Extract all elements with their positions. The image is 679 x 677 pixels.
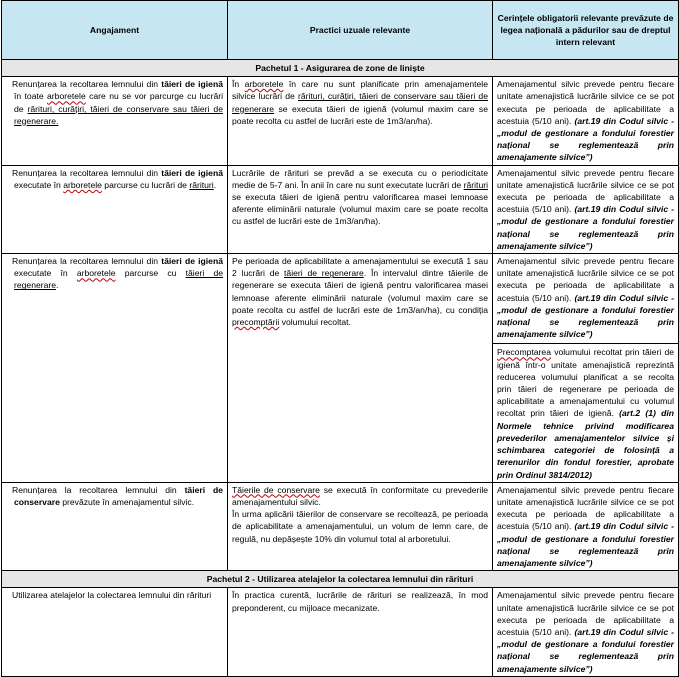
text: Renunțarea la recoltarea lemnului din [12, 167, 162, 178]
practice-cell [228, 165, 493, 253]
text: volumului recoltat. [279, 317, 351, 328]
check-icon [2, 167, 12, 179]
practice-cell [228, 588, 493, 676]
legal-reference: (art.19 din Codul silvic - „modul de gestionare a fondului forestier național se reglementează prin amenajamente silvice”) [497, 204, 675, 251]
text: În urma aplicării tăierilor de conservare se recoltează, pe perioada de aplicabilitate a amenajamentului, un volum de lemn care, de regulă, nu depășește 10% din volumul total al arboretului. [232, 509, 488, 544]
text-underlined: arboretele [47, 91, 86, 102]
text-underlined: rărituri, curățiri, tăieri de conservare sau tăieri de regenerare. [14, 103, 223, 126]
text: Amenajamentul silvic prevede pentru fiecare unitate amenajistică lucrările silvice ce se pot executa pe perioada de aplicabilitate a acestuia (5/10 ani). [497, 167, 674, 215]
header-commitment: Angajament [2, 1, 228, 60]
legal-reference: (art.19 din Codul silvic - „modul de gestionare a fondului forestier național se reglementează prin amenajamente silvice”) [497, 626, 675, 674]
legal-cell [493, 165, 679, 253]
commitments-table [1, 0, 679, 677]
text: prevăzute în amenajamentul silvic. [59, 496, 195, 507]
legal-cell [493, 77, 679, 165]
table-row [2, 77, 679, 165]
check-icon [2, 78, 12, 90]
text-underlined: arboretele [76, 268, 116, 279]
check-icon [2, 589, 12, 601]
text-bold: tăieri de igienă [161, 79, 223, 90]
text: Renunțarea la recoltarea lemnului din [12, 256, 162, 267]
header-legal-requirements: Cerințele obligatorii relevante prevăzute de legea națională a pădurilor sau de dreptul intern relevant [493, 1, 679, 60]
package-2-title: Pachetul 2 - Utilizarea atelajelor la colectarea lemnului din rărituri [2, 571, 679, 588]
legal-reference: (art.19 din Codul silvic - „modul de gestionare a fondului forestier național se reglementează prin amenajamente silvice”) [497, 115, 675, 163]
text-underlined: tăieri de regenerare [284, 268, 364, 279]
legal-cell [493, 588, 679, 676]
text: în care nu sunt planificate prin amenajamentele silvice lucrări de [232, 79, 488, 102]
precomptare-note [493, 343, 678, 480]
text: se execută în conformitate cu prevederile amenajamentului silvic. [232, 484, 489, 507]
text: se executa tăieri de igienă pentru valorificarea masei lemnoase aferente eliminării naturale (volumul maxim care se poate recolta cu astfel de lucrări este de 1m3/an/ha). [232, 192, 488, 227]
text-underlined: Tăierile de conservare [232, 484, 320, 495]
legal-reference: (art.19 din Codul silvic - „modul de gestionare a fondului forestier național se reglementează prin amenajamente silvice”) [497, 292, 675, 340]
text: În practica curentă, lucrările de rărituri se realizează, în mod preponderent, cu mijloace mecanizate. [232, 590, 488, 613]
text: care nu se vor parcurge cu lucrări de [14, 91, 223, 114]
table-row [2, 254, 679, 483]
commitment-cell [2, 482, 228, 570]
table-row [2, 482, 679, 570]
commitment-cell [2, 165, 228, 253]
package-row [2, 571, 679, 588]
legal-reference: (art.19 din Codul silvic - „modul de gestionare a fondului forestier național se reglementează prin amenajamente silvice”) [497, 521, 675, 568]
text: Lucrările de rărituri se prevăd a se executa cu o periodicitate medie de 5-7 ani. În anii în care nu sunt executate lucrări de [232, 167, 488, 190]
legal-reference: (art.2 (1) din Normele tehnice privind modificarea prevederilor amenajamentelor silvice și schimbarea categoriei de folosință a terenurilor din fondul forestier, aprobate prin Ordinul 3814/2012) [497, 408, 674, 480]
text: volumului recoltat prin tăieri de igienă într-o unitate amenajistică reprezintă reducerea volumului planificat a se recolta prin tăieri de regenerare pe perioada de aplicabilitate a amenajamentului cu volumul recoltat prin tăieri de igienă. [497, 347, 674, 419]
text: se executa tăieri de igienă (volumul maxim care se poate recolta cu astfel de lucrări este de 1m3/an/ha). [232, 103, 488, 126]
commitment-cell [2, 588, 228, 676]
table-row [2, 588, 679, 676]
package-1-title: Pachetul 1 - Asigurarea de zone de liniște [2, 60, 679, 77]
practice-cell [228, 254, 493, 483]
package-row [2, 60, 679, 77]
practice-cell [228, 482, 493, 570]
table-header-row [2, 1, 679, 60]
text: În [232, 79, 245, 90]
text: Renunțarea la recoltarea lemnului din [12, 484, 185, 495]
text-underlined: arboretele [63, 179, 102, 190]
practice-cell [228, 77, 493, 165]
text: executate în [14, 179, 64, 190]
commitment-cell [2, 77, 228, 165]
text-bold: tăieri de igienă [161, 256, 223, 267]
text-underlined: tăieri de regenerare [14, 268, 224, 291]
text: . În intervalul dintre tăierile de regenerare se executa tăieri de igienă pentru valorificarea masei lemnoase aferente eliminării naturale (volumul maxim care se poate recolta cu astfel de lucrări este de 1m3/an/ha), cu condiția [232, 268, 488, 315]
text: Amenajamentul silvic prevede pentru fiecare unitate amenajistică lucrările silvice ce se pot executa pe perioada de aplicabilitate a acestuia (5/10 ani). [497, 256, 674, 303]
text: . [213, 179, 217, 190]
text: Utilizarea atelajelor la colectarea lemnului din rărituri [12, 590, 212, 601]
text: Renunțarea la recoltarea lemnului din [12, 79, 162, 90]
table-row [2, 165, 679, 253]
text: Pe perioada de aplicabilitate a amenajamentului se execută 1 sau 2 lucrări de [232, 256, 488, 279]
text-underlined: precomptării [232, 317, 280, 328]
text-underlined: Precomptarea [497, 347, 551, 358]
legal-cell [493, 482, 679, 570]
text: parcurse cu [115, 268, 186, 279]
header-practices: Practici uzuale relevante [228, 1, 493, 60]
text-bold: tăieri de igienă [161, 167, 223, 178]
legal-cell [493, 254, 679, 483]
check-icon [2, 255, 12, 267]
text-underlined: rărituri, curățiri, tăieri de conservare sau tăieri de regenerare [232, 91, 488, 114]
text: parcurse cu lucrări de [101, 179, 190, 190]
text-bold: tăieri de conservare [14, 484, 223, 507]
text-underlined: rărituri [463, 179, 488, 190]
text-underlined: arboretele [244, 79, 284, 90]
text: Amenajamentul silvic prevede pentru fiecare unitate amenajistică lucrările silvice ce se pot executa pe perioada de aplicabilitate a acestuia (5/10 ani). [497, 590, 674, 637]
check-icon [2, 484, 12, 496]
text: Amenajamentul silvic prevede pentru fiecare unitate amenajistică lucrările silvice ce se pot executa pe perioada de aplicabilitate a acestuia (5/10 ani). [497, 79, 674, 126]
commitment-cell [2, 254, 228, 483]
text: executate în [14, 268, 77, 279]
text: Amenajamentul silvic prevede pentru fiecare unitate amenajistică lucrările silvice ce se pot executa pe perioada de aplicabilitate a acestuia (5/10 ani). [497, 484, 674, 532]
text-underlined: rărituri [189, 179, 214, 190]
text: în toate [14, 91, 48, 102]
text: . [56, 280, 59, 291]
